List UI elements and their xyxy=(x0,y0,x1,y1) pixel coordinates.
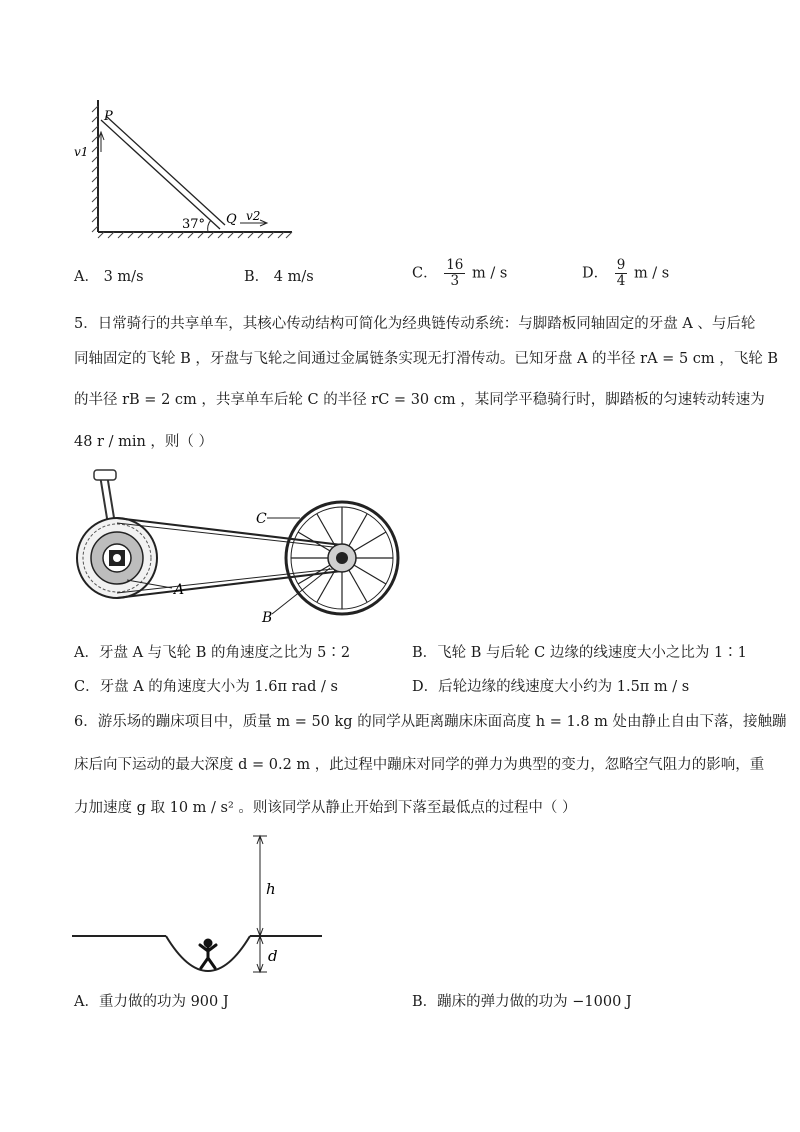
q5-stem-line-3: 的半径 rB = 2 cm ，共享单车后轮 C 的半径 rC = 30 cm ，某同学平稳骑行时，脚踏板的匀速转动转速为 xyxy=(74,392,765,408)
q6-option-b[interactable]: B．蹦床的弹力做的功为 −1000 J xyxy=(412,994,632,1010)
q4-option-d[interactable]: D． $\frac{9}{4}$ m / s xyxy=(582,257,670,289)
q4-label-v2: v2 xyxy=(246,209,261,223)
q6-stem-line-2: 床后向下运动的最大深度 d = 0.2 m ，此过程中蹦床对同学的弹力为典型的变力，忽略空气阻力的影响，重 xyxy=(74,757,765,773)
person-icon xyxy=(200,939,216,969)
q6-stem-line-1: 6．游乐场的蹦床项目中，质量 m = 50 kg 的同学从距离蹦床床面高度 h = 1.8 m 处由静止自由下落，接触蹦 xyxy=(74,714,787,730)
q5-figure xyxy=(72,468,402,626)
q6-label-d: d xyxy=(268,947,278,965)
q4-figure xyxy=(70,92,310,252)
q4-label-v1: v1 xyxy=(74,145,89,159)
q5-option-b[interactable]: B．飞轮 B 与后轮 C 边缘的线速度大小之比为 1∶1 xyxy=(412,645,747,661)
q5-stem-line-4: 48 r / min ，则（ ） xyxy=(74,434,214,450)
q5-label-b: B xyxy=(262,610,273,626)
q4-option-c-fraction: $\frac{16}{3}$ xyxy=(446,257,464,289)
q6-figure xyxy=(70,832,330,982)
q5-option-d[interactable]: D．后轮边缘的线速度大小约为 1.5π m / s xyxy=(412,679,690,695)
q4-option-b[interactable]: B． 4 m/s xyxy=(244,269,314,285)
q4-option-c[interactable]: C． $\frac{16}{3}$ m / s xyxy=(412,257,508,289)
q6-stem-line-3: 力加速度 g 取 10 m / s² 。则该同学从静止开始到下落至最低点的过程中（ ） xyxy=(74,800,577,816)
q5-stem-line-2: 同轴固定的飞轮 B ，牙盘与飞轮之间通过金属链条实现无打滑传动。已知牙盘 A 的半径 rA = 5 cm ，飞轮 B xyxy=(74,351,779,367)
q5-option-c[interactable]: C．牙盘 A 的角速度大小为 1.6π rad / s xyxy=(74,679,338,695)
q6-label-h: h xyxy=(266,880,276,898)
q5-stem-line-1: 5．日常骑行的共享单车，其核心传动结构可简化为经典链传动系统：与脚踏板同轴固定的牙盘 A 、与后轮 xyxy=(74,316,756,332)
q4-label-p: P xyxy=(104,109,113,124)
q4-label-q: Q xyxy=(226,212,237,227)
q6-option-a[interactable]: A．重力做的功为 900 J xyxy=(74,994,229,1010)
q4-option-d-fraction: $\frac{9}{4}$ xyxy=(616,257,626,289)
q5-label-c: C xyxy=(256,511,267,527)
q4-label-angle: 37° xyxy=(182,217,206,232)
q4-option-a[interactable]: A． 3 m/s xyxy=(74,269,144,285)
q5-label-a: A xyxy=(174,582,185,598)
q5-option-a[interactable]: A．牙盘 A 与飞轮 B 的角速度之比为 5∶2 xyxy=(74,645,351,661)
